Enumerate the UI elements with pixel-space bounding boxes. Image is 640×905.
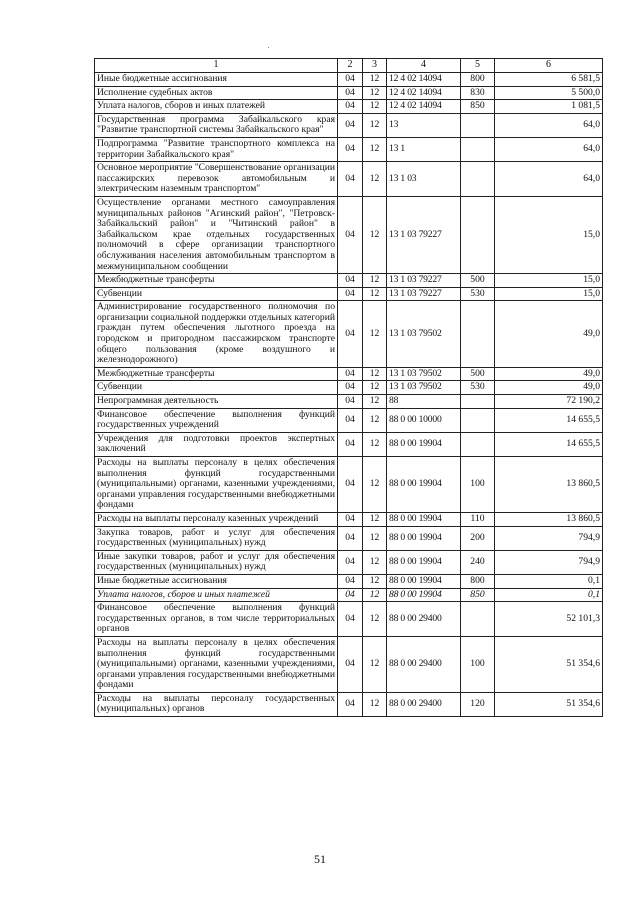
row-subsection: 12 <box>363 588 387 602</box>
row-expense-type: 800 <box>461 73 495 87</box>
row-target-code: 13 1 <box>387 137 461 161</box>
row-name: Осуществление органами местного самоуправления муниципальных районов "Агинский район", "Петровск-Забайкальский район" и "Читинский район" в Забайкальском крае отдельных государственных полномочий в сфере организации транспортного обслуживания населения автомобильным транспортом в межмуниципальном сообщении <box>95 196 338 273</box>
table-header <box>95 59 603 73</box>
row-name: Государственная программа Забайкальского края "Развитие транспортной системы Забайкальского края" <box>95 113 338 137</box>
row-amount: 72 190,2 <box>495 395 603 409</box>
table-row <box>95 287 603 301</box>
row-expense-type: 240 <box>461 550 495 574</box>
row-expense-type: 500 <box>461 274 495 288</box>
row-amount: 1 081,5 <box>495 100 603 114</box>
row-name: Субвенции <box>95 287 338 301</box>
row-name: Межбюджетные трансферты <box>95 274 338 288</box>
row-target-code: 88 0 00 19904 <box>387 432 461 456</box>
row-amount: 51 354,6 <box>495 636 603 692</box>
row-section: 04 <box>338 86 363 100</box>
table-row <box>95 274 603 288</box>
header-col-1: 1 <box>95 59 338 73</box>
row-name: Расходы на выплаты персоналу государственных (муниципальных) органов <box>95 692 338 716</box>
table-body <box>95 73 603 717</box>
row-target-code: 13 1 03 79227 <box>387 287 461 301</box>
row-subsection: 12 <box>363 86 387 100</box>
row-expense-type: 800 <box>461 574 495 588</box>
row-name: Иные бюджетные ассигнования <box>95 574 338 588</box>
row-amount: 5 500,0 <box>495 86 603 100</box>
table-row <box>95 574 603 588</box>
budget-table <box>94 58 603 717</box>
row-section: 04 <box>338 636 363 692</box>
header-col-6: 6 <box>495 59 603 73</box>
row-subsection: 12 <box>363 73 387 87</box>
row-amount: 13 860,5 <box>495 457 603 513</box>
row-section: 04 <box>338 73 363 87</box>
row-target-code: 12 4 02 14094 <box>387 86 461 100</box>
row-expense-type <box>461 113 495 137</box>
row-name: Иные бюджетные ассигнования <box>95 73 338 87</box>
row-subsection: 12 <box>363 274 387 288</box>
row-amount: 14 655,5 <box>495 408 603 432</box>
row-subsection: 12 <box>363 287 387 301</box>
table-row <box>95 73 603 87</box>
header-col-4: 4 <box>387 59 461 73</box>
row-subsection: 12 <box>363 100 387 114</box>
row-subsection: 12 <box>363 395 387 409</box>
row-target-code: 13 <box>387 113 461 137</box>
table-row <box>95 526 603 550</box>
row-expense-type: 530 <box>461 381 495 395</box>
row-subsection: 12 <box>363 574 387 588</box>
table-row <box>95 301 603 368</box>
row-expense-type: 850 <box>461 588 495 602</box>
row-amount: 6 581,5 <box>495 73 603 87</box>
row-target-code: 88 0 00 19904 <box>387 512 461 526</box>
row-amount: 794,9 <box>495 550 603 574</box>
row-amount: 64,0 <box>495 137 603 161</box>
row-target-code: 13 1 03 79502 <box>387 301 461 368</box>
row-section: 04 <box>338 381 363 395</box>
table-row <box>95 162 603 197</box>
table-row <box>95 196 603 273</box>
row-section: 04 <box>338 113 363 137</box>
table-row <box>95 381 603 395</box>
row-name: Закупка товаров, работ и услуг для обеспечения государственных (муниципальных) нужд <box>95 526 338 550</box>
row-name: Расходы на выплаты персоналу в целях обеспечения выполнения функций государственными (муниципальными) органами, казенными учреждениями, органами управления государственными внебюджетными фондами <box>95 636 338 692</box>
table-row <box>95 432 603 456</box>
row-target-code: 88 0 00 19904 <box>387 457 461 513</box>
row-expense-type <box>461 602 495 637</box>
row-expense-type: 500 <box>461 367 495 381</box>
row-target-code: 88 0 00 19904 <box>387 550 461 574</box>
row-target-code: 88 0 00 29400 <box>387 692 461 716</box>
row-amount: 15,0 <box>495 287 603 301</box>
row-subsection: 12 <box>363 408 387 432</box>
row-amount: 49,0 <box>495 301 603 368</box>
row-section: 04 <box>338 692 363 716</box>
row-target-code: 13 1 03 79502 <box>387 367 461 381</box>
row-amount: 64,0 <box>495 162 603 197</box>
row-name: Уплата налогов, сборов и иных платежей <box>95 588 338 602</box>
row-expense-type <box>461 162 495 197</box>
row-expense-type <box>461 301 495 368</box>
row-target-code: 12 4 02 14094 <box>387 100 461 114</box>
table-row <box>95 395 603 409</box>
row-amount: 52 101,3 <box>495 602 603 637</box>
scan-speck <box>268 47 269 48</box>
row-section: 04 <box>338 550 363 574</box>
row-expense-type <box>461 408 495 432</box>
row-section: 04 <box>338 100 363 114</box>
row-name: Непрограммная деятельность <box>95 395 338 409</box>
row-expense-type: 100 <box>461 636 495 692</box>
row-amount: 13 860,5 <box>495 512 603 526</box>
row-target-code: 88 0 00 10000 <box>387 408 461 432</box>
row-expense-type <box>461 432 495 456</box>
row-amount: 794,9 <box>495 526 603 550</box>
row-target-code: 13 1 03 79227 <box>387 274 461 288</box>
table-row <box>95 100 603 114</box>
row-target-code: 13 1 03 <box>387 162 461 197</box>
table-row <box>95 137 603 161</box>
row-expense-type: 110 <box>461 512 495 526</box>
row-expense-type: 830 <box>461 86 495 100</box>
row-target-code: 13 1 03 79502 <box>387 381 461 395</box>
row-name: Расходы на выплаты персоналу казенных учреждений <box>95 512 338 526</box>
row-subsection: 12 <box>363 692 387 716</box>
row-section: 04 <box>338 162 363 197</box>
page-number: 51 <box>314 852 326 866</box>
row-target-code: 88 0 00 19904 <box>387 588 461 602</box>
table-row <box>95 367 603 381</box>
row-expense-type: 850 <box>461 100 495 114</box>
row-section: 04 <box>338 432 363 456</box>
row-subsection: 12 <box>363 512 387 526</box>
table-row <box>95 457 603 513</box>
row-target-code: 88 0 00 19904 <box>387 526 461 550</box>
row-section: 04 <box>338 301 363 368</box>
row-subsection: 12 <box>363 432 387 456</box>
row-amount: 49,0 <box>495 381 603 395</box>
row-expense-type: 530 <box>461 287 495 301</box>
row-name: Подпрограмма "Развитие транспортного комплекса на территории Забайкальского края" <box>95 137 338 161</box>
row-section: 04 <box>338 395 363 409</box>
row-amount: 14 655,5 <box>495 432 603 456</box>
row-subsection: 12 <box>363 196 387 273</box>
row-section: 04 <box>338 588 363 602</box>
row-target-code: 12 4 02 14094 <box>387 73 461 87</box>
row-target-code: 88 0 00 29400 <box>387 602 461 637</box>
row-expense-type: 100 <box>461 457 495 513</box>
row-target-code: 88 <box>387 395 461 409</box>
row-target-code: 88 0 00 29400 <box>387 636 461 692</box>
header-col-2: 2 <box>338 59 363 73</box>
row-name: Межбюджетные трансферты <box>95 367 338 381</box>
row-subsection: 12 <box>363 162 387 197</box>
row-section: 04 <box>338 196 363 273</box>
budget-table-container <box>94 58 602 717</box>
row-section: 04 <box>338 602 363 637</box>
row-section: 04 <box>338 457 363 513</box>
row-expense-type <box>461 395 495 409</box>
table-row <box>95 550 603 574</box>
row-subsection: 12 <box>363 137 387 161</box>
table-row <box>95 113 603 137</box>
row-section: 04 <box>338 274 363 288</box>
header-row <box>95 59 603 73</box>
table-row <box>95 636 603 692</box>
table-row <box>95 86 603 100</box>
row-subsection: 12 <box>363 381 387 395</box>
row-section: 04 <box>338 287 363 301</box>
row-amount: 64,0 <box>495 113 603 137</box>
table-row <box>95 512 603 526</box>
row-section: 04 <box>338 526 363 550</box>
row-section: 04 <box>338 137 363 161</box>
row-subsection: 12 <box>363 636 387 692</box>
row-expense-type: 200 <box>461 526 495 550</box>
row-section: 04 <box>338 408 363 432</box>
row-subsection: 12 <box>363 301 387 368</box>
row-name: Иные закупки товаров, работ и услуг для обеспечения государственных (муниципальных) нужд <box>95 550 338 574</box>
row-amount: 15,0 <box>495 196 603 273</box>
row-name: Финансовое обеспечение выполнения функций государственных учреждений <box>95 408 338 432</box>
header-col-5: 5 <box>461 59 495 73</box>
row-name: Финансовое обеспечение выполнения функций государственных органов, в том числе территориальных органов <box>95 602 338 637</box>
row-name: Уплата налогов, сборов и иных платежей <box>95 100 338 114</box>
row-amount: 15,0 <box>495 274 603 288</box>
table-row <box>95 588 603 602</box>
row-name: Расходы на выплаты персоналу в целях обеспечения выполнения функций государственными (муниципальными) органами, казенными учреждениями, органами управления государственными внебюджетными фондами <box>95 457 338 513</box>
row-name: Субвенции <box>95 381 338 395</box>
table-row <box>95 602 603 637</box>
row-subsection: 12 <box>363 602 387 637</box>
row-subsection: 12 <box>363 113 387 137</box>
row-amount: 0,1 <box>495 588 603 602</box>
row-target-code: 13 1 03 79227 <box>387 196 461 273</box>
row-amount: 49,0 <box>495 367 603 381</box>
row-name: Основное мероприятие "Совершенствование организации пассажирских перевозок автомобильным и электрическим наземным транспортом" <box>95 162 338 197</box>
row-subsection: 12 <box>363 457 387 513</box>
row-name: Учреждения для подготовки проектов экспертных заключений <box>95 432 338 456</box>
row-section: 04 <box>338 574 363 588</box>
row-section: 04 <box>338 367 363 381</box>
row-name: Исполнение судебных актов <box>95 86 338 100</box>
table-row <box>95 692 603 716</box>
row-expense-type <box>461 196 495 273</box>
row-amount: 51 354,6 <box>495 692 603 716</box>
row-subsection: 12 <box>363 550 387 574</box>
row-name: Администрирование государственного полномочия по организации социальной поддержки отдельных категорий граждан путем обеспечения льготного проезда на городском и пригородном пассажирском транспорте общего пользования (кроме воздушного и железнодорожного) <box>95 301 338 368</box>
table-row <box>95 408 603 432</box>
row-subsection: 12 <box>363 526 387 550</box>
row-amount: 0,1 <box>495 574 603 588</box>
row-subsection: 12 <box>363 367 387 381</box>
row-expense-type <box>461 137 495 161</box>
header-col-3: 3 <box>363 59 387 73</box>
row-section: 04 <box>338 512 363 526</box>
row-expense-type: 120 <box>461 692 495 716</box>
row-target-code: 88 0 00 19904 <box>387 574 461 588</box>
